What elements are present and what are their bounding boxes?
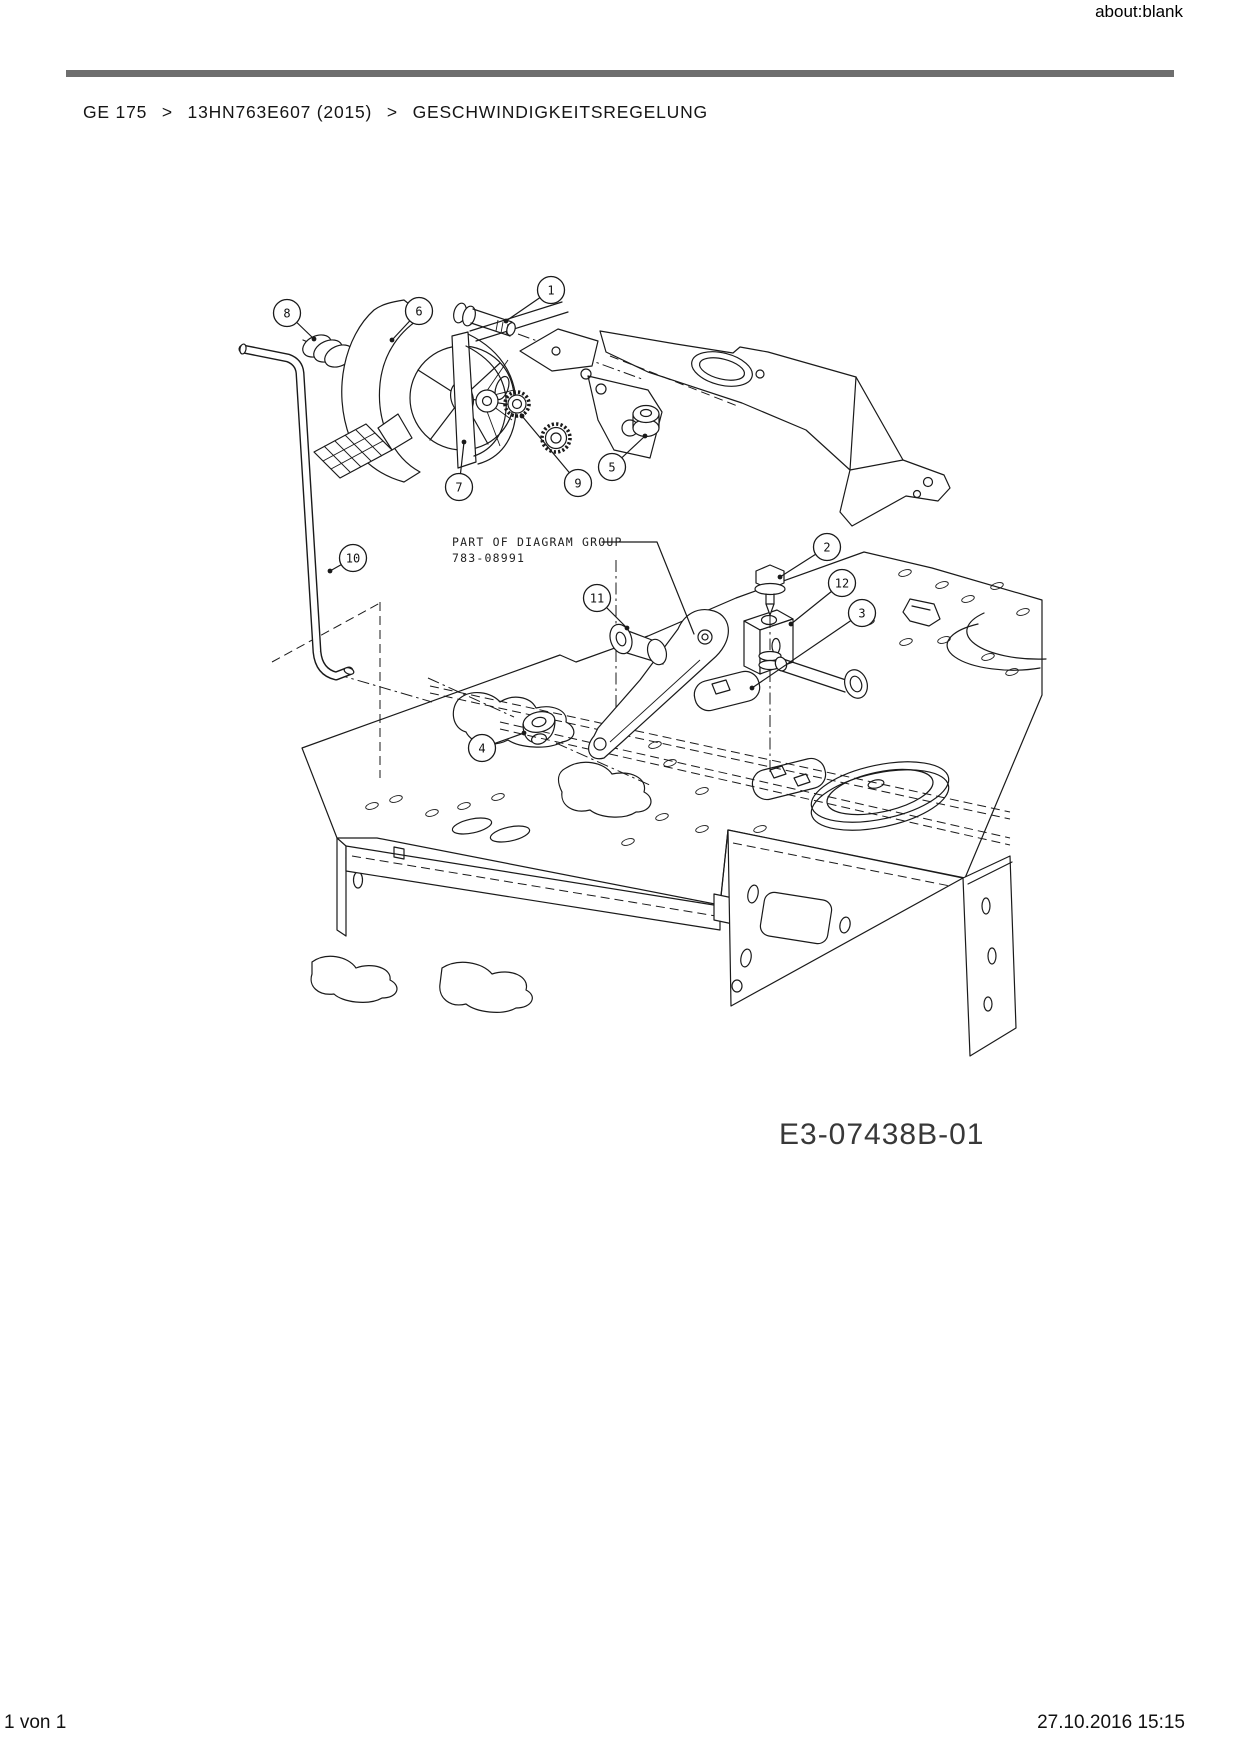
svg-text:9: 9 [574,476,582,491]
diagram-group-note [452,535,694,634]
svg-text:4: 4 [478,741,486,756]
callout-11 [584,585,630,631]
svg-text:2: 2 [823,540,831,555]
breadcrumb-item-variant: 13HN763E607 (2015) [187,102,373,122]
footer-page-count: 1 von 1 [4,1712,67,1733]
callout-8 [274,300,317,342]
breadcrumb-item-model: GE 175 [83,102,148,122]
svg-text:10: 10 [345,551,361,566]
breadcrumb-item-section: GESCHWINDIGKEITSREGELUNG [412,102,708,122]
callout-9 [520,414,592,497]
svg-text:12: 12 [834,576,850,591]
header-url: about:blank [1095,2,1183,21]
frame-plate [302,552,1046,1056]
callout-10 [328,545,367,574]
svg-text:6: 6 [415,304,423,319]
svg-text:3: 3 [858,606,866,621]
svg-text:8: 8 [283,306,291,321]
cover-bracket [470,302,950,526]
breadcrumb-separator: > [161,102,173,122]
drawing-number: E3-07438B-01 [779,1118,985,1151]
svg-text:1: 1 [547,283,555,298]
breadcrumb-separator: > [386,102,398,122]
group-note-line2: 783-08991 [452,551,526,565]
svg-text:5: 5 [608,460,616,475]
svg-text:11: 11 [589,591,605,606]
group-note-line1: PART OF DIAGRAM GROUP [452,535,623,549]
svg-text:7: 7 [455,480,463,495]
footer-timestamp: 27.10.2016 15:15 [1037,1712,1185,1733]
